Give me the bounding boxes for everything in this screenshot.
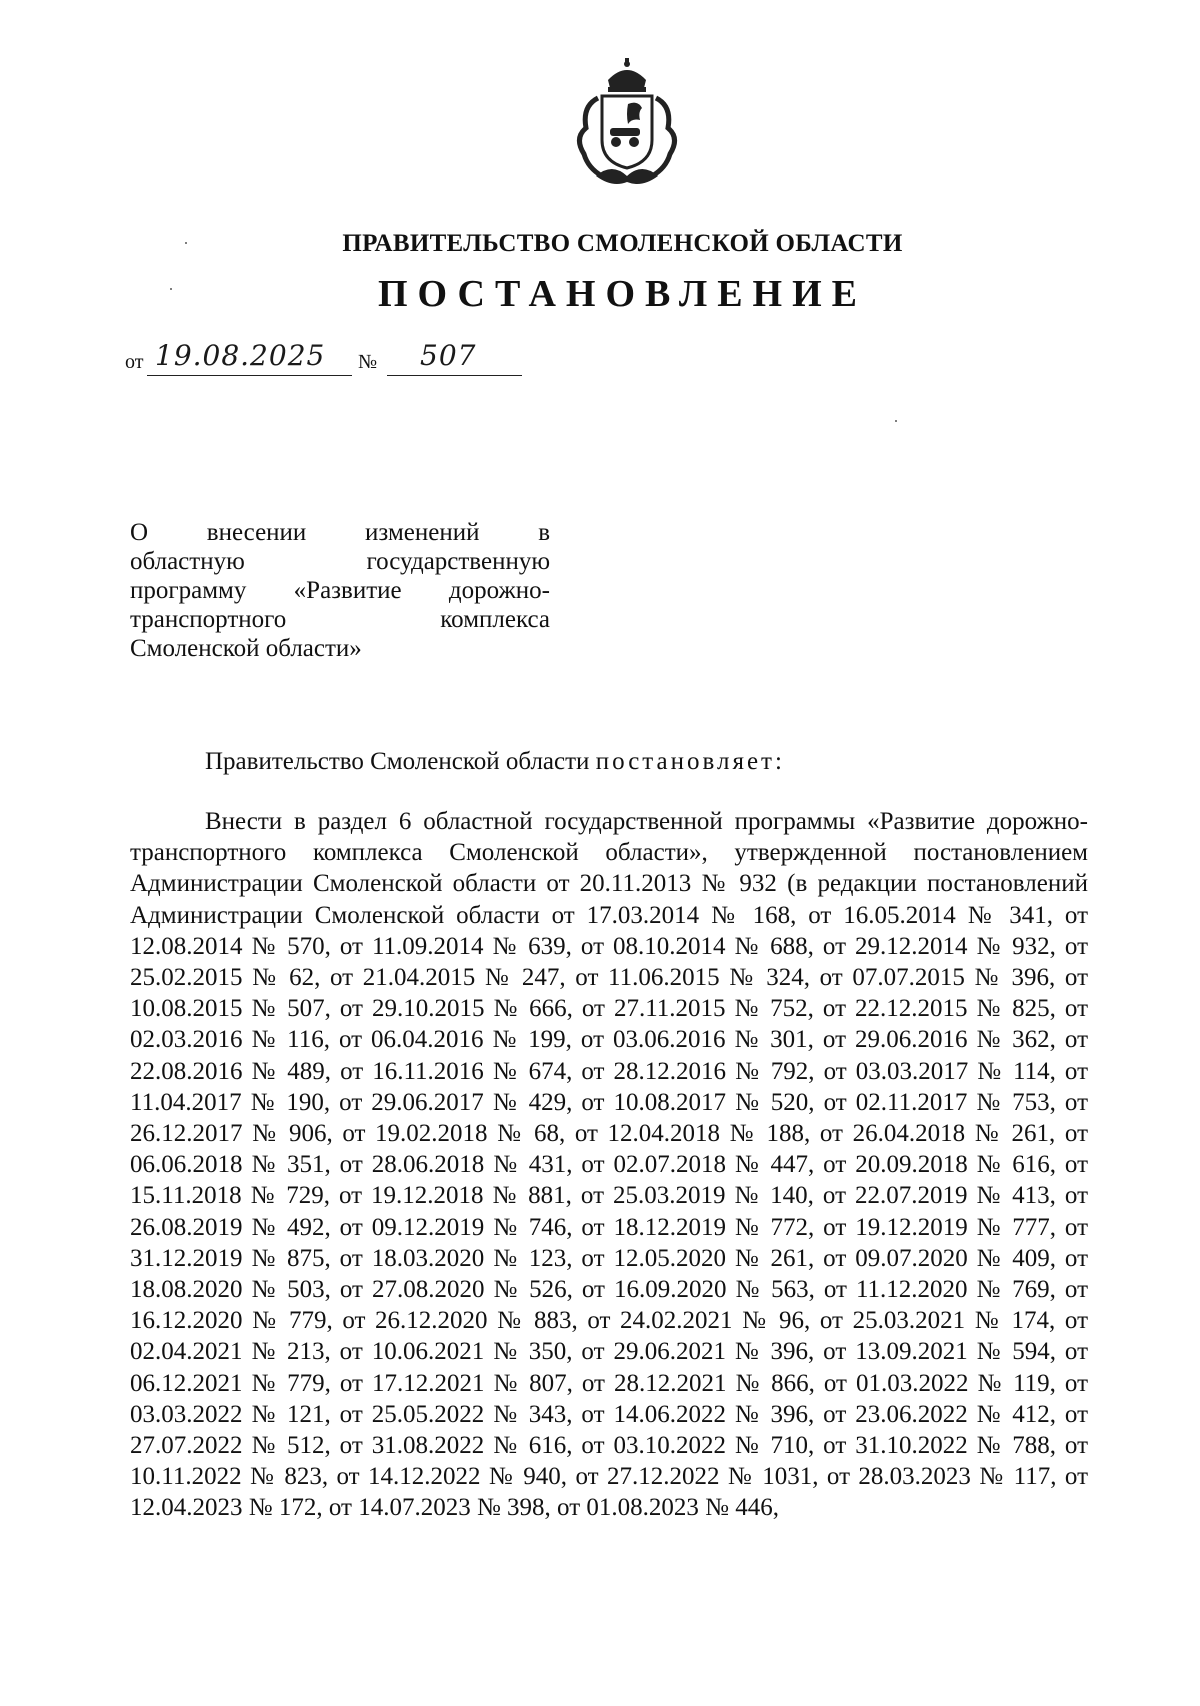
body-paragraph: Внести в раздел 6 областной государственной программы «Развитие дорожно-транспортного комплекса Смоленской области», утвержденной постановлением Администрации Смоленской области от 20.11.2013 № 932 (в редакции постановлений Администрации Смоленской области от 17.03.2014 № 168, от 16.05.2014 № 341, от 12.08.2014 № 570, от 11.09.2014 № 639, от 08.10.2014 № 688, от 29.12.2014 № 932, от 25.02.2015 № 62, от 21.04.2015 № 247, от 11.06.2015 № 324, от 07.07.2015 № 396, от 10.08.2015 № 507, от 29.10.2015 № 666, от 27.11.2015 № 752, от 22.12.2015 № 825, от 02.03.2016 № 116, от 06.04.2016 № 199, от 03.06.2016 № 301, от 29.06.2016 № 362, от 22.08.2016 № 489, от 16.11.2016 № 674, от 28.12.2016 № 792, от 03.03.2017 № 114, от 11.04.2017 № 190, от 29.06.2017 № 429, от 10.08.2017 № 520, от 02.11.2017 № 753, от 26.12.2017 № 906, от 19.02.2018 № 68, от 12.04.2018 № 188, от 26.04.2018 № 261, от 06.06.2018 № 351, от 28.06.2018 № 431, от 02.07.2018 № 447, от 20.09.2018 № 616, от 15.11.2018 № 729, от 19.12.2018 № 881, от 25.03.2019 № 140, от 22.07.2019 № 413, от 26.08.2019 № 492, от 09.12.2019 № 746, от 18.12.2019 № 772, от 19.12.2019 № 777, от 31.12.2019 № 875, от 18.03.2020 № 123, от 12.05.2020 № 261, от 09.07.2020 № 409, от 18.08.2020 № 503, от 27.08.2020 № 526, от 16.09.2020 № 563, от 11.12.2020 № 769, от 16.12.2020 № 779, от 26.12.2020 № 883, от 24.02.2021 № 96, от 25.03.2021 № 174, от 02.04.2021 № 213, от 10.06.2021 № 350, от 29.06.2021 № 396, от 13.09.2021 № 594, от 06.12.2021 № 779, от 17.12.2021 № 807, от 28.12.2021 № 866, от 01.03.2022 № 119, от 03.03.2022 № 121, от 25.05.2022 № 343, от 14.06.2022 № 396, от 23.06.2022 № 412, от 27.07.2022 № 512, от 31.08.2022 № 616, от 03.10.2022 № 710, от 31.10.2022 № 788, от 10.11.2022 № 823, от 14.12.2022 № 940, от 27.12.2022 № 1031, от 28.03.2023 № 117, от 12.04.2023 № 172, от 14.07.2023 № 398, от 01.08.2023 № 446,: [130, 808, 1088, 1522]
scan-speck: [895, 420, 897, 422]
preamble: [205, 748, 785, 776]
subject-line: областную государственную: [130, 548, 550, 575]
subject-line: О внесении изменений в: [130, 519, 550, 546]
resolution-body: [130, 806, 1088, 1524]
handwritten-date: 19.08.2025: [155, 339, 326, 372]
number-label: №: [358, 351, 378, 373]
scan-speck: [170, 288, 172, 290]
coat-of-arms-icon: [568, 58, 686, 190]
subject-line: программу «Развитие дорожно-: [130, 577, 550, 604]
subject-line: транспортного комплекса: [130, 606, 550, 633]
organization-title: ПРАВИТЕЛЬСТВО СМОЛЕНСКОЙ ОБЛАСТИ: [342, 230, 903, 257]
date-from-label: от: [125, 351, 144, 373]
date-underline: [147, 375, 352, 376]
preamble-spaced-word: постановляет:: [595, 748, 785, 775]
scan-speck: [185, 242, 187, 244]
date-number-line: [125, 339, 545, 379]
handwritten-number: 507: [420, 339, 477, 372]
number-underline: [387, 375, 522, 376]
document-subject: [130, 518, 550, 663]
document-type-title: ПОСТАНОВЛЕНИЕ: [377, 273, 868, 315]
subject-line: Смоленской области»: [130, 635, 362, 662]
preamble-text: Правительство Смоленской области: [205, 748, 596, 775]
